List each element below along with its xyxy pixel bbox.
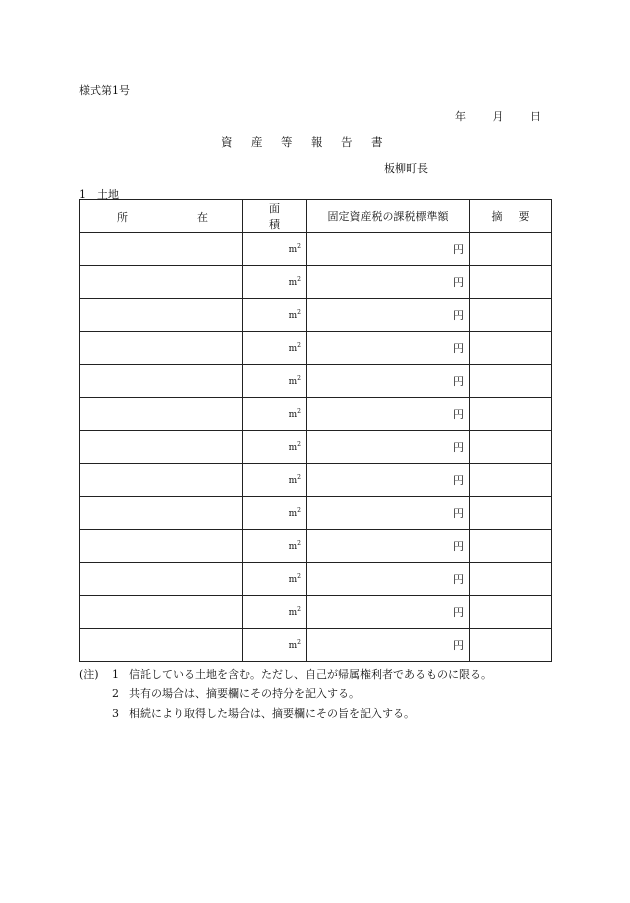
area-cell[interactable] bbox=[243, 299, 307, 332]
table-row bbox=[80, 596, 552, 629]
area-unit-superscript: 2 bbox=[297, 573, 301, 580]
date-day-label: 日 bbox=[530, 110, 541, 123]
area-unit-superscript: 2 bbox=[297, 309, 301, 316]
note-number: 2 bbox=[112, 687, 119, 700]
yen-unit: 円 bbox=[453, 342, 464, 355]
area-cell[interactable] bbox=[243, 464, 307, 497]
area-unit-superscript: 2 bbox=[297, 243, 301, 250]
header-valuation: 固定資産税の課税標準額 bbox=[307, 200, 470, 233]
valuation-cell[interactable] bbox=[307, 530, 470, 563]
header-remarks: 摘要 bbox=[470, 200, 552, 233]
area-cell[interactable] bbox=[243, 497, 307, 530]
area-unit-superscript: 2 bbox=[297, 408, 301, 415]
area-unit-superscript: 2 bbox=[297, 540, 301, 547]
yen-unit: 円 bbox=[453, 606, 464, 619]
area-unit: m bbox=[288, 377, 298, 387]
table-row bbox=[80, 497, 552, 530]
header-location bbox=[80, 200, 243, 233]
table-row bbox=[80, 266, 552, 299]
yen-unit: 円 bbox=[453, 408, 464, 421]
header-location-char-2: 在 bbox=[197, 211, 208, 224]
table-row bbox=[80, 233, 552, 266]
note-number: 3 bbox=[112, 707, 119, 720]
area-cell[interactable] bbox=[243, 431, 307, 464]
valuation-cell[interactable] bbox=[307, 563, 470, 596]
valuation-cell[interactable] bbox=[307, 398, 470, 431]
area-cell[interactable] bbox=[243, 596, 307, 629]
location-cell[interactable] bbox=[80, 233, 243, 266]
addressee: 板柳町長 bbox=[384, 162, 428, 175]
area-cell[interactable] bbox=[243, 629, 307, 662]
area-cell[interactable] bbox=[243, 266, 307, 299]
area-unit-superscript: 2 bbox=[297, 276, 301, 283]
note-item-1 bbox=[79, 666, 492, 682]
valuation-cell[interactable] bbox=[307, 464, 470, 497]
location-cell[interactable] bbox=[80, 332, 243, 365]
table-row bbox=[80, 563, 552, 596]
title-char: 資 bbox=[221, 135, 233, 149]
note-item-3 bbox=[112, 705, 415, 721]
area-cell[interactable] bbox=[243, 365, 307, 398]
table-row bbox=[80, 530, 552, 563]
remarks-cell[interactable] bbox=[470, 596, 552, 629]
area-cell[interactable] bbox=[243, 233, 307, 266]
table-row bbox=[80, 398, 552, 431]
valuation-cell[interactable] bbox=[307, 299, 470, 332]
table-row bbox=[80, 365, 552, 398]
date-month-label: 月 bbox=[492, 110, 504, 123]
yen-unit: 円 bbox=[453, 375, 464, 388]
valuation-cell[interactable] bbox=[307, 365, 470, 398]
yen-unit: 円 bbox=[453, 507, 464, 520]
section-label: 土地 bbox=[97, 188, 119, 201]
location-cell[interactable] bbox=[80, 365, 243, 398]
area-unit: m bbox=[288, 410, 298, 420]
valuation-cell[interactable] bbox=[307, 596, 470, 629]
area-unit-superscript: 2 bbox=[297, 639, 301, 646]
area-unit-superscript: 2 bbox=[297, 441, 301, 448]
form-number: 様式第1号 bbox=[79, 84, 130, 97]
table-header-row bbox=[80, 200, 552, 233]
table-row bbox=[80, 431, 552, 464]
location-cell[interactable] bbox=[80, 596, 243, 629]
area-unit: m bbox=[288, 575, 298, 585]
remarks-cell[interactable] bbox=[470, 233, 552, 266]
yen-unit: 円 bbox=[453, 639, 464, 652]
valuation-cell[interactable] bbox=[307, 629, 470, 662]
remarks-cell[interactable] bbox=[470, 497, 552, 530]
area-unit: m bbox=[288, 311, 298, 321]
note-text: 相続により取得した場合は、摘要欄にその旨を記入する。 bbox=[129, 707, 415, 720]
location-cell[interactable] bbox=[80, 431, 243, 464]
table-row bbox=[80, 629, 552, 662]
remarks-cell[interactable] bbox=[470, 365, 552, 398]
remarks-cell[interactable] bbox=[470, 464, 552, 497]
location-cell[interactable] bbox=[80, 299, 243, 332]
title-char: 報 bbox=[311, 135, 323, 149]
date-year-label: 年 bbox=[455, 110, 466, 123]
location-cell[interactable] bbox=[80, 497, 243, 530]
location-cell[interactable] bbox=[80, 629, 243, 662]
section-number: 1 bbox=[79, 188, 86, 201]
location-cell[interactable] bbox=[80, 563, 243, 596]
yen-unit: 円 bbox=[453, 276, 464, 289]
note-text: 信託している土地を含む。ただし、自己が帰属権利者であるものに限る。 bbox=[129, 668, 492, 681]
remarks-cell[interactable] bbox=[470, 563, 552, 596]
area-unit: m bbox=[288, 542, 298, 552]
document-title bbox=[221, 134, 401, 150]
area-cell[interactable] bbox=[243, 563, 307, 596]
area-cell[interactable] bbox=[243, 398, 307, 431]
area-unit: m bbox=[288, 476, 298, 486]
yen-unit: 円 bbox=[453, 309, 464, 322]
valuation-cell[interactable] bbox=[307, 332, 470, 365]
location-cell[interactable] bbox=[80, 530, 243, 563]
note-label: (注) bbox=[79, 668, 99, 681]
area-cell[interactable] bbox=[243, 332, 307, 365]
area-unit-superscript: 2 bbox=[297, 375, 301, 382]
area-unit: m bbox=[288, 509, 298, 519]
header-location-char-1: 所 bbox=[117, 211, 128, 224]
note-number: 1 bbox=[112, 668, 119, 681]
area-unit-superscript: 2 bbox=[297, 606, 301, 613]
yen-unit: 円 bbox=[453, 243, 464, 256]
table-row bbox=[80, 299, 552, 332]
area-cell[interactable] bbox=[243, 530, 307, 563]
yen-unit: 円 bbox=[453, 540, 464, 553]
yen-unit: 円 bbox=[453, 474, 464, 487]
header-area: 面積 bbox=[243, 200, 307, 233]
remarks-cell[interactable] bbox=[470, 299, 552, 332]
remarks-cell[interactable] bbox=[470, 332, 552, 365]
land-table bbox=[79, 199, 552, 662]
valuation-cell[interactable] bbox=[307, 233, 470, 266]
area-unit: m bbox=[288, 278, 298, 288]
area-unit-superscript: 2 bbox=[297, 342, 301, 349]
area-unit: m bbox=[288, 641, 298, 651]
title-char: 告 bbox=[341, 135, 353, 149]
area-unit: m bbox=[288, 443, 298, 453]
date-line bbox=[455, 108, 541, 124]
area-unit-superscript: 2 bbox=[297, 507, 301, 514]
area-unit-superscript: 2 bbox=[297, 474, 301, 481]
valuation-cell[interactable] bbox=[307, 266, 470, 299]
remarks-cell[interactable] bbox=[470, 266, 552, 299]
title-char: 等 bbox=[281, 135, 293, 149]
title-char: 書 bbox=[371, 135, 383, 149]
valuation-cell[interactable] bbox=[307, 431, 470, 464]
remarks-cell[interactable] bbox=[470, 398, 552, 431]
area-unit: m bbox=[288, 344, 298, 354]
yen-unit: 円 bbox=[453, 573, 464, 586]
title-char: 産 bbox=[251, 135, 263, 149]
location-cell[interactable] bbox=[80, 398, 243, 431]
location-cell[interactable] bbox=[80, 266, 243, 299]
location-cell[interactable] bbox=[80, 464, 243, 497]
table-row bbox=[80, 332, 552, 365]
area-unit: m bbox=[288, 608, 298, 618]
remarks-cell[interactable] bbox=[470, 431, 552, 464]
yen-unit: 円 bbox=[453, 441, 464, 454]
valuation-cell[interactable] bbox=[307, 497, 470, 530]
remarks-cell[interactable] bbox=[470, 629, 552, 662]
remarks-cell[interactable] bbox=[470, 530, 552, 563]
table-row bbox=[80, 464, 552, 497]
area-unit: m bbox=[288, 245, 298, 255]
note-text: 共有の場合は、摘要欄にその持分を記入する。 bbox=[129, 687, 360, 700]
note-item-2 bbox=[112, 685, 360, 701]
